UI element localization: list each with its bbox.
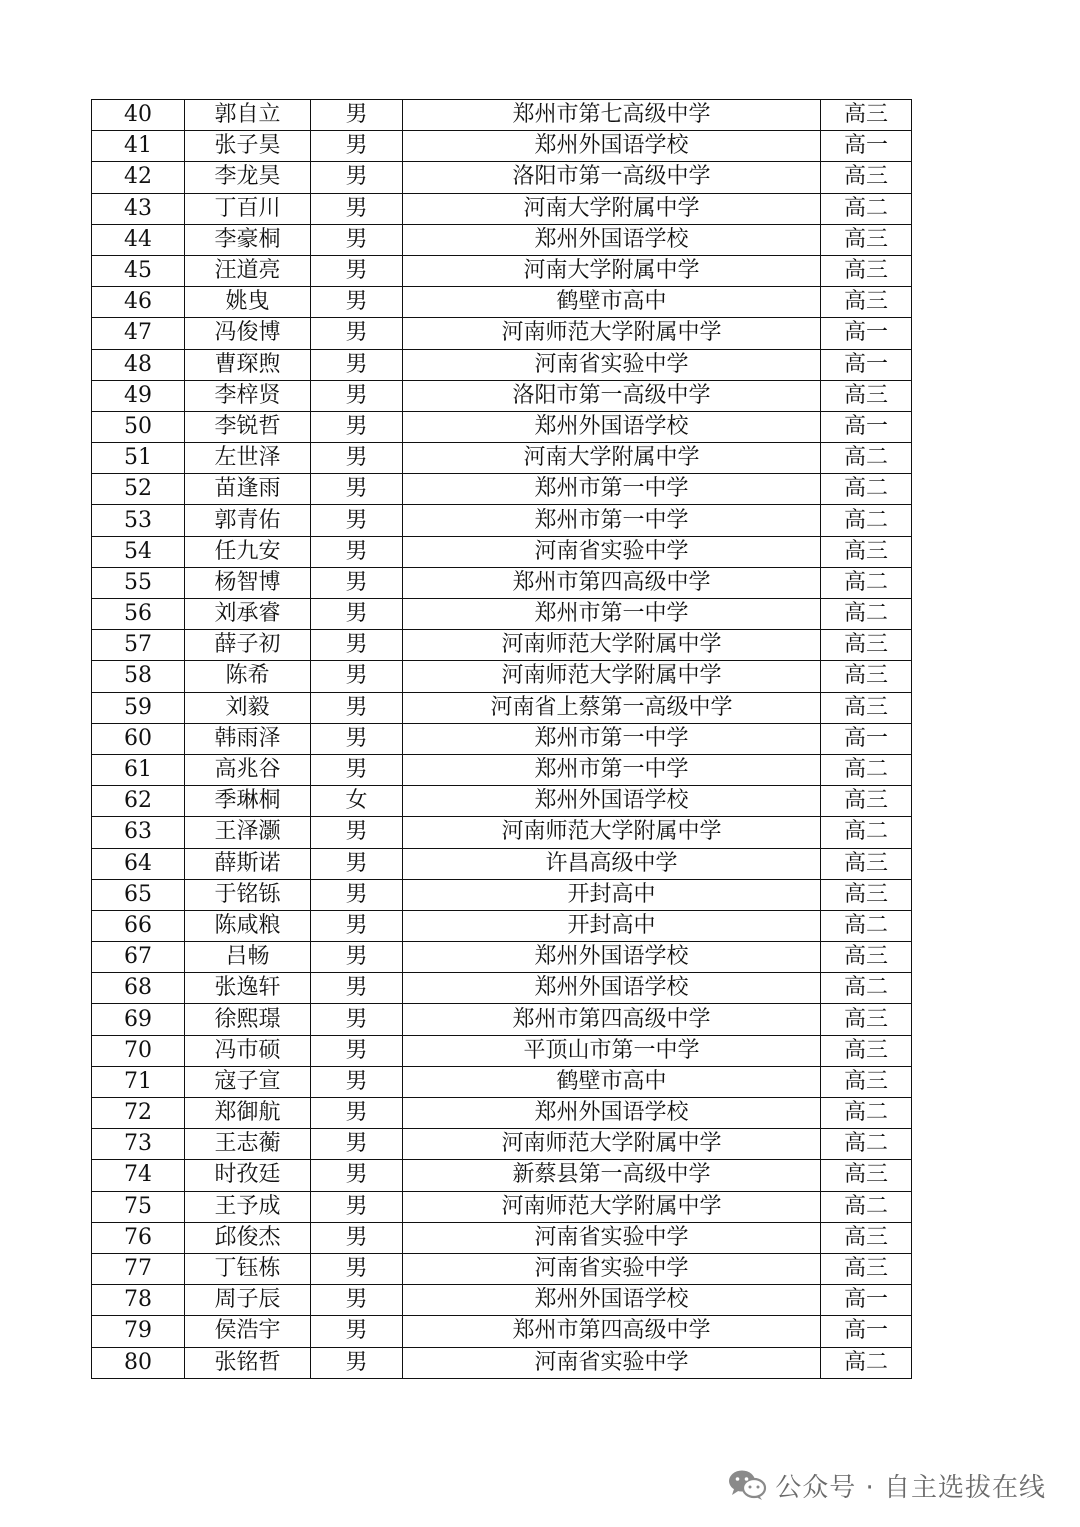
gender-cell: 男 — [311, 255, 403, 286]
table-row — [92, 536, 912, 567]
school-name-cell: 许昌高级中学 — [403, 848, 821, 879]
grade-cell: 高二 — [821, 1098, 912, 1129]
grade-cell: 高二 — [821, 973, 912, 1004]
row-number-cell: 72 — [92, 1098, 185, 1129]
gender-cell: 男 — [311, 1035, 403, 1066]
row-number-cell: 66 — [92, 910, 185, 941]
wechat-icon — [727, 1468, 767, 1502]
gender-cell: 男 — [311, 1129, 403, 1160]
grade-cell: 高二 — [821, 754, 912, 785]
table-row — [92, 630, 912, 661]
row-number-cell: 67 — [92, 942, 185, 973]
student-name-cell: 杨智博 — [185, 567, 311, 598]
row-number-cell: 49 — [92, 380, 185, 411]
row-number-cell: 64 — [92, 848, 185, 879]
grade-cell: 高三 — [821, 162, 912, 193]
gender-cell: 男 — [311, 723, 403, 754]
school-name-cell: 郑州市第四高级中学 — [403, 1004, 821, 1035]
table-row — [92, 942, 912, 973]
row-number-cell: 75 — [92, 1191, 185, 1222]
student-name-cell: 李锐哲 — [185, 411, 311, 442]
table-row — [92, 380, 912, 411]
student-name-cell: 汪道亮 — [185, 255, 311, 286]
student-name-cell: 薛子初 — [185, 630, 311, 661]
student-name-cell: 寇子宣 — [185, 1066, 311, 1097]
school-name-cell: 郑州市第一中学 — [403, 754, 821, 785]
row-number-cell: 42 — [92, 162, 185, 193]
student-name-cell: 姚曳 — [185, 287, 311, 318]
student-name-cell: 高兆谷 — [185, 754, 311, 785]
gender-cell: 男 — [311, 193, 403, 224]
gender-cell: 男 — [311, 1253, 403, 1284]
school-name-cell: 郑州外国语学校 — [403, 131, 821, 162]
row-number-cell: 41 — [92, 131, 185, 162]
student-name-cell: 吕畅 — [185, 942, 311, 973]
gender-cell: 男 — [311, 318, 403, 349]
table-row — [92, 1160, 912, 1191]
student-name-cell: 冯巿硕 — [185, 1035, 311, 1066]
table-row — [92, 1191, 912, 1222]
gender-cell: 男 — [311, 1222, 403, 1253]
grade-cell: 高二 — [821, 443, 912, 474]
row-number-cell: 59 — [92, 692, 185, 723]
gender-cell: 男 — [311, 443, 403, 474]
school-name-cell: 郑州市第一中学 — [403, 505, 821, 536]
table-row — [92, 131, 912, 162]
gender-cell: 男 — [311, 474, 403, 505]
table-row — [92, 349, 912, 380]
gender-cell: 男 — [311, 100, 403, 131]
student-name-cell: 李龙昊 — [185, 162, 311, 193]
grade-cell: 高三 — [821, 1160, 912, 1191]
school-name-cell: 郑州市第七高级中学 — [403, 100, 821, 131]
row-number-cell: 74 — [92, 1160, 185, 1191]
grade-cell: 高三 — [821, 287, 912, 318]
gender-cell: 男 — [311, 1004, 403, 1035]
gender-cell: 男 — [311, 879, 403, 910]
gender-cell: 男 — [311, 536, 403, 567]
table-row — [92, 1285, 912, 1316]
table-row — [92, 848, 912, 879]
gender-cell: 男 — [311, 848, 403, 879]
row-number-cell: 60 — [92, 723, 185, 754]
row-number-cell: 71 — [92, 1066, 185, 1097]
grade-cell: 高三 — [821, 255, 912, 286]
student-name-cell: 张子昊 — [185, 131, 311, 162]
row-number-cell: 54 — [92, 536, 185, 567]
gender-cell: 男 — [311, 1285, 403, 1316]
table-row — [92, 255, 912, 286]
student-name-cell: 时孜廷 — [185, 1160, 311, 1191]
grade-cell: 高一 — [821, 349, 912, 380]
gender-cell: 男 — [311, 817, 403, 848]
school-name-cell: 开封高中 — [403, 910, 821, 941]
table-row — [92, 692, 912, 723]
table-row — [92, 1035, 912, 1066]
grade-cell: 高三 — [821, 100, 912, 131]
table-row — [92, 723, 912, 754]
school-name-cell: 河南师范大学附属中学 — [403, 318, 821, 349]
grade-cell: 高二 — [821, 1347, 912, 1378]
school-name-cell: 河南省实验中学 — [403, 349, 821, 380]
table-row — [92, 1316, 912, 1347]
grade-cell: 高三 — [821, 848, 912, 879]
table-row — [92, 318, 912, 349]
grade-cell: 高三 — [821, 1035, 912, 1066]
row-number-cell: 61 — [92, 754, 185, 785]
row-number-cell: 46 — [92, 287, 185, 318]
table-row — [92, 910, 912, 941]
table-row — [92, 1253, 912, 1284]
school-name-cell: 郑州外国语学校 — [403, 224, 821, 255]
school-name-cell: 郑州外国语学校 — [403, 1098, 821, 1129]
grade-cell: 高二 — [821, 599, 912, 630]
student-name-cell: 丁钰栋 — [185, 1253, 311, 1284]
student-name-cell: 王予成 — [185, 1191, 311, 1222]
gender-cell: 男 — [311, 505, 403, 536]
student-name-cell: 丁百川 — [185, 193, 311, 224]
school-name-cell: 洛阳市第一高级中学 — [403, 162, 821, 193]
row-number-cell: 78 — [92, 1285, 185, 1316]
row-number-cell: 77 — [92, 1253, 185, 1284]
row-number-cell: 45 — [92, 255, 185, 286]
student-name-cell: 于铭铄 — [185, 879, 311, 910]
grade-cell: 高一 — [821, 1285, 912, 1316]
table-row — [92, 162, 912, 193]
student-name-cell: 郭自立 — [185, 100, 311, 131]
gender-cell: 男 — [311, 1347, 403, 1378]
school-name-cell: 河南省实验中学 — [403, 536, 821, 567]
row-number-cell: 65 — [92, 879, 185, 910]
school-name-cell: 鹤壁市高中 — [403, 1066, 821, 1097]
table-row — [92, 474, 912, 505]
student-name-cell: 邱俊杰 — [185, 1222, 311, 1253]
student-name-cell: 左世泽 — [185, 443, 311, 474]
student-name-cell: 韩雨泽 — [185, 723, 311, 754]
school-name-cell: 河南省上蔡第一高级中学 — [403, 692, 821, 723]
grade-cell: 高一 — [821, 318, 912, 349]
school-name-cell: 郑州外国语学校 — [403, 942, 821, 973]
row-number-cell: 76 — [92, 1222, 185, 1253]
student-name-cell: 陈希 — [185, 661, 311, 692]
gender-cell: 男 — [311, 287, 403, 318]
row-number-cell: 79 — [92, 1316, 185, 1347]
table-row — [92, 786, 912, 817]
gender-cell: 男 — [311, 942, 403, 973]
grade-cell: 高二 — [821, 474, 912, 505]
table-row — [92, 754, 912, 785]
student-name-cell: 周子辰 — [185, 1285, 311, 1316]
school-name-cell: 河南师范大学附属中学 — [403, 630, 821, 661]
row-number-cell: 40 — [92, 100, 185, 131]
gender-cell: 男 — [311, 1098, 403, 1129]
gender-cell: 男 — [311, 754, 403, 785]
student-name-cell: 侯浩宇 — [185, 1316, 311, 1347]
school-name-cell: 河南省实验中学 — [403, 1347, 821, 1378]
student-name-cell: 刘承睿 — [185, 599, 311, 630]
table-row — [92, 1098, 912, 1129]
table-row — [92, 1004, 912, 1035]
gender-cell: 男 — [311, 567, 403, 598]
school-name-cell: 平顶山市第一中学 — [403, 1035, 821, 1066]
school-name-cell: 开封高中 — [403, 879, 821, 910]
grade-cell: 高二 — [821, 505, 912, 536]
grade-cell: 高三 — [821, 661, 912, 692]
grade-cell: 高一 — [821, 131, 912, 162]
student-name-cell: 刘毅 — [185, 692, 311, 723]
row-number-cell: 57 — [92, 630, 185, 661]
student-name-cell: 冯俊博 — [185, 318, 311, 349]
table-row — [92, 817, 912, 848]
gender-cell: 男 — [311, 1316, 403, 1347]
grade-cell: 高一 — [821, 1316, 912, 1347]
grade-cell: 高三 — [821, 1066, 912, 1097]
school-name-cell: 郑州市第四高级中学 — [403, 1316, 821, 1347]
student-name-cell: 王泽灏 — [185, 817, 311, 848]
student-list-table — [91, 99, 912, 1379]
student-name-cell: 薛斯诺 — [185, 848, 311, 879]
table-row — [92, 879, 912, 910]
grade-cell: 高三 — [821, 692, 912, 723]
row-number-cell: 47 — [92, 318, 185, 349]
row-number-cell: 70 — [92, 1035, 185, 1066]
table-row — [92, 661, 912, 692]
gender-cell: 女 — [311, 786, 403, 817]
grade-cell: 高二 — [821, 910, 912, 941]
row-number-cell: 52 — [92, 474, 185, 505]
student-name-cell: 任九安 — [185, 536, 311, 567]
table-row — [92, 1129, 912, 1160]
grade-cell: 高三 — [821, 1222, 912, 1253]
school-name-cell: 河南师范大学附属中学 — [403, 817, 821, 848]
table-row — [92, 1347, 912, 1378]
table-row — [92, 287, 912, 318]
school-name-cell: 河南师范大学附属中学 — [403, 1191, 821, 1222]
gender-cell: 男 — [311, 973, 403, 1004]
row-number-cell: 58 — [92, 661, 185, 692]
school-name-cell: 洛阳市第一高级中学 — [403, 380, 821, 411]
gender-cell: 男 — [311, 349, 403, 380]
row-number-cell: 80 — [92, 1347, 185, 1378]
gender-cell: 男 — [311, 599, 403, 630]
school-name-cell: 郑州市第四高级中学 — [403, 567, 821, 598]
row-number-cell: 68 — [92, 973, 185, 1004]
school-name-cell: 河南大学附属中学 — [403, 255, 821, 286]
gender-cell: 男 — [311, 411, 403, 442]
gender-cell: 男 — [311, 692, 403, 723]
student-name-cell: 陈咸粮 — [185, 910, 311, 941]
school-name-cell: 河南省实验中学 — [403, 1222, 821, 1253]
school-name-cell: 河南师范大学附属中学 — [403, 661, 821, 692]
table-row — [92, 443, 912, 474]
student-name-cell: 郑御航 — [185, 1098, 311, 1129]
school-name-cell: 郑州外国语学校 — [403, 411, 821, 442]
student-name-cell: 王志蘅 — [185, 1129, 311, 1160]
school-name-cell: 河南省实验中学 — [403, 1253, 821, 1284]
school-name-cell: 河南师范大学附属中学 — [403, 1129, 821, 1160]
school-name-cell: 郑州市第一中学 — [403, 723, 821, 754]
grade-cell: 高一 — [821, 411, 912, 442]
school-name-cell: 新蔡县第一高级中学 — [403, 1160, 821, 1191]
gender-cell: 男 — [311, 131, 403, 162]
gender-cell: 男 — [311, 1191, 403, 1222]
row-number-cell: 51 — [92, 443, 185, 474]
grade-cell: 高二 — [821, 1129, 912, 1160]
grade-cell: 高一 — [821, 723, 912, 754]
row-number-cell: 73 — [92, 1129, 185, 1160]
grade-cell: 高二 — [821, 1191, 912, 1222]
school-name-cell: 河南大学附属中学 — [403, 443, 821, 474]
student-name-cell: 李梓贤 — [185, 380, 311, 411]
row-number-cell: 48 — [92, 349, 185, 380]
grade-cell: 高三 — [821, 1004, 912, 1035]
school-name-cell: 郑州外国语学校 — [403, 973, 821, 1004]
watermark-text: 公众号 · 自主选拔在线 — [775, 1472, 1046, 1503]
table-row — [92, 224, 912, 255]
school-name-cell: 河南大学附属中学 — [403, 193, 821, 224]
student-name-cell: 张铭哲 — [185, 1347, 311, 1378]
student-name-cell: 曹琛煦 — [185, 349, 311, 380]
table-row — [92, 505, 912, 536]
grade-cell: 高二 — [821, 193, 912, 224]
table-row — [92, 1066, 912, 1097]
row-number-cell: 55 — [92, 567, 185, 598]
row-number-cell: 44 — [92, 224, 185, 255]
row-number-cell: 56 — [92, 599, 185, 630]
gender-cell: 男 — [311, 910, 403, 941]
student-name-cell: 徐熙璟 — [185, 1004, 311, 1035]
student-name-cell: 郭青佑 — [185, 505, 311, 536]
school-name-cell: 鹤壁市高中 — [403, 287, 821, 318]
grade-cell: 高三 — [821, 879, 912, 910]
grade-cell: 高三 — [821, 786, 912, 817]
gender-cell: 男 — [311, 162, 403, 193]
school-name-cell: 郑州外国语学校 — [403, 786, 821, 817]
grade-cell: 高三 — [821, 536, 912, 567]
table-row — [92, 567, 912, 598]
table-row — [92, 193, 912, 224]
grade-cell: 高二 — [821, 567, 912, 598]
row-number-cell: 63 — [92, 817, 185, 848]
grade-cell: 高二 — [821, 817, 912, 848]
table-row — [92, 973, 912, 1004]
row-number-cell: 50 — [92, 411, 185, 442]
row-number-cell: 62 — [92, 786, 185, 817]
gender-cell: 男 — [311, 630, 403, 661]
student-list-body — [92, 100, 912, 1379]
grade-cell: 高三 — [821, 224, 912, 255]
table-row — [92, 1222, 912, 1253]
watermark — [727, 1465, 1046, 1505]
table-row — [92, 100, 912, 131]
row-number-cell: 43 — [92, 193, 185, 224]
gender-cell: 男 — [311, 224, 403, 255]
student-name-cell: 张逸轩 — [185, 973, 311, 1004]
table-row — [92, 411, 912, 442]
school-name-cell: 郑州市第一中学 — [403, 474, 821, 505]
school-name-cell: 郑州外国语学校 — [403, 1285, 821, 1316]
grade-cell: 高三 — [821, 1253, 912, 1284]
gender-cell: 男 — [311, 380, 403, 411]
student-name-cell: 苗逢雨 — [185, 474, 311, 505]
school-name-cell: 郑州市第一中学 — [403, 599, 821, 630]
gender-cell: 男 — [311, 1066, 403, 1097]
gender-cell: 男 — [311, 1160, 403, 1191]
grade-cell: 高三 — [821, 380, 912, 411]
student-name-cell: 李豪桐 — [185, 224, 311, 255]
table-row — [92, 599, 912, 630]
gender-cell: 男 — [311, 661, 403, 692]
grade-cell: 高三 — [821, 630, 912, 661]
row-number-cell: 69 — [92, 1004, 185, 1035]
student-name-cell: 季琳桐 — [185, 786, 311, 817]
row-number-cell: 53 — [92, 505, 185, 536]
grade-cell: 高三 — [821, 942, 912, 973]
